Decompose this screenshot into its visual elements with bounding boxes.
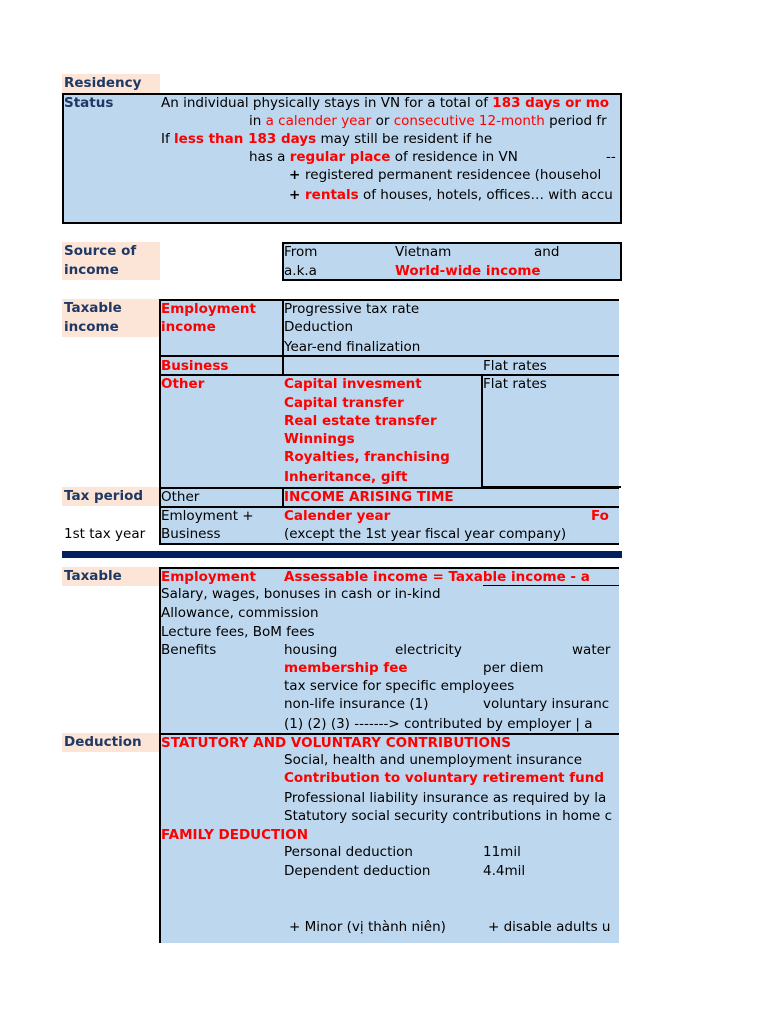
dependent-deduction: Dependent deduction [284,863,431,879]
benefit-electricity: electricity [395,642,462,658]
other-income-item: Royalties, franchising [284,449,450,465]
flat-rates-business: Flat rates [483,358,547,374]
minor-dependent: + Minor (vị thành niên) [289,919,446,935]
income-arising-time: INCOME ARISING TIME [284,489,454,505]
source-aka: a.k.a [284,263,317,279]
assessable-formula: Assessable income = Taxable income - a [284,569,590,585]
personal-deduction-amount: 11mil [483,844,521,860]
residency-line-2: in a calender year or consecutive 12-month period fr [249,113,607,129]
calender-year: Calender year [284,508,391,524]
deduction-text: Deduction [284,319,354,335]
professional-liability: Professional liability insurance as required by la [284,790,607,806]
benefit-membership-fee: membership fee [284,660,408,676]
fo-text: Fo [591,508,609,524]
business-label: Business [161,358,229,374]
year-end-finalization: Year-end finalization [284,339,421,355]
other-income-item: Real estate transfer [284,413,437,429]
source-worldwide: World-wide income [395,263,541,279]
tax-period-label: Tax period [62,487,160,506]
benefit-voluntary-insurance: voluntary insuranc [483,696,610,712]
first-tax-year-label: 1st tax year [64,526,146,542]
allowance-line: Allowance, commission [161,605,319,621]
residency-line-1: An individual physically stays in VN for a total of 183 days or mo [161,95,610,111]
employment-heading: Employment [161,569,256,585]
personal-deduction: Personal deduction [284,844,413,860]
dependent-deduction-amount: 4.4mil [483,863,526,879]
other-income-item: Capital invesment [284,376,422,392]
home-country-security: Statutory social security contributions in home c [284,808,613,824]
benefits-label: Benefits [161,642,217,658]
benefit-housing: housing [284,642,338,658]
residency-line-4: has a regular place of residence in VN [249,149,518,165]
tax-period-other: Other [161,489,200,505]
residency-label: Residency [62,74,160,93]
family-deduction-heading: FAMILY DEDUCTION [161,827,309,843]
benefit-water: water [572,642,611,658]
other-income-item: Inheritance, gift [284,469,408,485]
tax-period-business: Business [161,526,221,542]
retirement-fund: Contribution to voluntary retirement fund [284,770,604,786]
other-income-item: Capital transfer [284,395,404,411]
residency-line-3: If less than 183 days may still be resident if he [161,131,493,147]
lecture-line: Lecture fees, BoM fees [161,624,315,640]
benefit-tax-service: tax service for specific employees [284,678,515,694]
residency-line-4-dash: -- [606,149,616,165]
social-insurance: Social, health and unemployment insurance [284,752,583,768]
statutory-heading: STATUTORY AND VOLUNTARY CONTRIBUTIONS [161,735,512,751]
source-from: From [284,244,318,260]
other-label: Other [161,376,205,392]
employment-income-label-2: income [161,319,216,335]
benefit-non-life-insurance: non-life insurance (1) [284,696,429,712]
source-label: Source of income [62,242,160,280]
source-and: and [534,244,560,260]
other-income-item: Winnings [284,431,355,447]
residency-line-6: + rentals of houses, hotels, offices… with accu [289,187,613,203]
employment-income-label: Employment [161,301,256,317]
benefit-per-diem: per diem [483,660,544,676]
disabled-adult-dependent: + disable adults u [488,919,611,935]
deduction-label: Deduction [62,733,160,752]
taxable-income-label: Taxable income [62,299,160,337]
section-divider [62,551,622,558]
contributed-by-employer: (1) (2) (3) -------> contributed by employer | a [284,716,593,732]
salary-line: Salary, wages, bonuses in cash or in-kind [161,586,441,602]
taxable-label: Taxable [62,567,160,586]
progressive-tax-rate: Progressive tax rate [284,301,420,317]
employment-plus: Emloyment + [161,508,254,524]
row-divider [282,355,284,375]
source-vietnam: Vietnam [395,244,452,260]
except-first-year: (except the 1st year fiscal year company) [284,526,567,542]
flat-rates-other: Flat rates [483,376,547,392]
residency-line-5: + registered permanent residencee (househol [289,167,602,183]
status-label: Status [64,95,114,111]
